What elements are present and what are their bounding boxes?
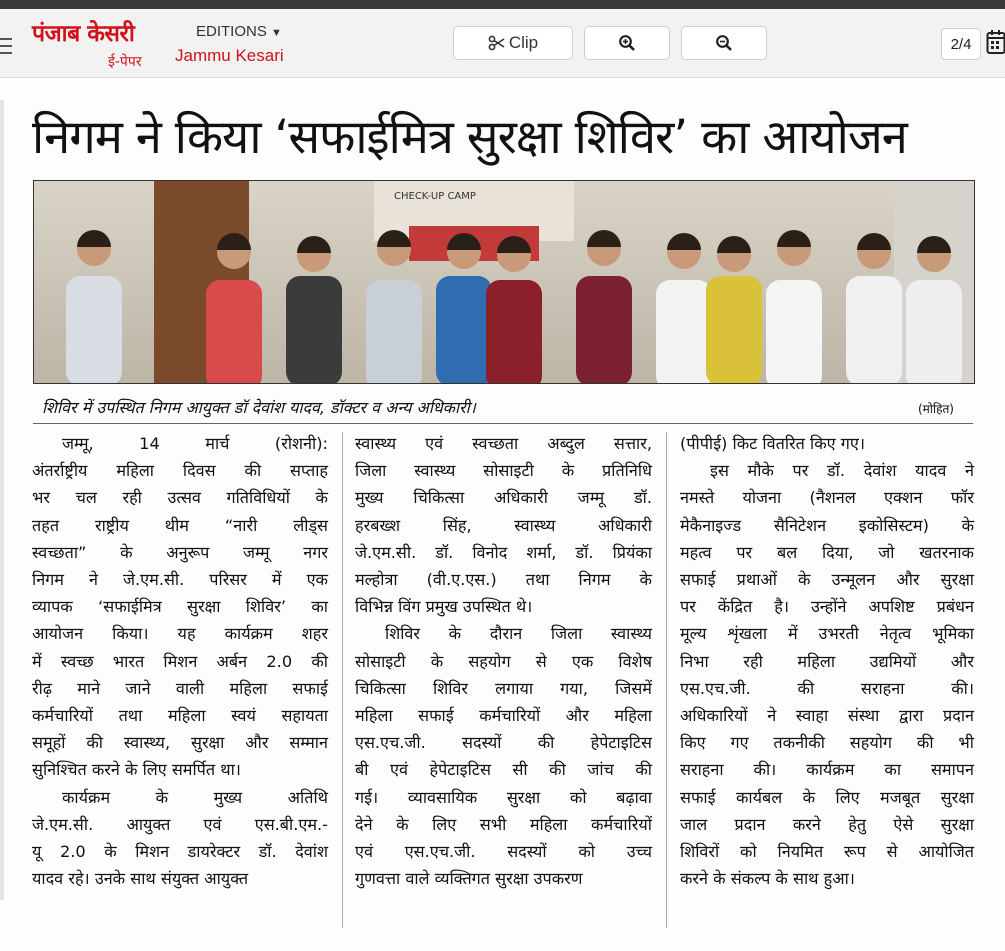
article-line: जे.एम.सी. आयुक्त एवं एस.बी.एम.- <box>32 814 328 834</box>
article-line: जे.एम.सी. डॉ. विनोद शर्मा, डॉ. प्रियंका <box>355 542 652 562</box>
clip-label: Clip <box>508 33 539 52</box>
logo-brand: पंजाब केसरी <box>32 21 135 47</box>
article-line: अंतर्राष्ट्रीय महिला दिवस की सप्ताह <box>32 461 328 481</box>
article-line: स्वास्थ्य एवं स्वच्छता अब्दुल सत्तार, <box>355 434 652 453</box>
zoom-out-button[interactable] <box>681 26 767 60</box>
article-line: भर चल रही उत्सव गतिविधियों के <box>32 488 328 508</box>
person-figure <box>906 280 962 383</box>
article-line: हरबख्श सिंह, स्वास्थ्य अधिकारी <box>355 515 652 535</box>
person-figure <box>286 276 342 383</box>
article-line: एस.एच.जी. की सराहना की। <box>680 678 974 698</box>
article-line: एस.एच.जी. सदस्यों की हेपेटाइटिस <box>355 733 652 753</box>
page-indicator[interactable]: 2/4 <box>941 28 981 60</box>
editions-dropdown[interactable] <box>196 23 282 40</box>
photo-credit: (मोहित) <box>918 402 954 416</box>
browser-top-strip <box>0 0 1005 9</box>
article-line: महत्व पर बल दिया, जो खतरनाक <box>680 542 974 562</box>
person-figure <box>846 276 902 383</box>
article-line: विभिन्न विंग प्रमुख उपस्थित थे। <box>355 597 533 617</box>
column-rule <box>342 432 343 928</box>
person-figure <box>706 276 762 383</box>
article-line: सफाई प्रथाओं के उन्मूलन और सुरक्षा <box>680 570 974 590</box>
menu-icon[interactable] <box>0 33 14 55</box>
zoom-in-button[interactable] <box>584 26 670 60</box>
article-line: सफाई कार्यबल के लिए मजबूत सुरक्षा <box>680 787 974 807</box>
article-line: अधिकारियों ने स्वाहा संस्था द्वारा प्रदान <box>680 706 974 726</box>
person-figure <box>486 280 542 383</box>
article-line: रीढ़ माने जाने वाली महिला सफाई <box>32 678 328 698</box>
article-line: जिला स्वास्थ्य सोसाइटी के प्रतिनिधि <box>355 461 652 481</box>
article-line: आयोजन किया। यह कार्यक्रम शहर <box>32 624 328 644</box>
scissors-icon <box>488 35 506 51</box>
article-line: शिविर के दौरान जिला स्वास्थ्य <box>385 624 652 644</box>
clip-button[interactable] <box>453 26 573 60</box>
article-line: किए गए तकनीकी सहयोग की भी <box>680 733 974 753</box>
column-rule <box>666 432 667 928</box>
article-line: मेकैनाइज्ड सैनिटेशन इकोसिस्टम) के <box>680 515 974 535</box>
article-line: यादव रहे। उनके साथ संयुक्त आयुक्त <box>32 869 249 889</box>
person-figure <box>366 280 422 383</box>
article-line: बी एवं हेपेटाइटिस सी की जांच की <box>355 760 652 780</box>
article-line: (पीपीई) किट वितरित किए गए। <box>680 434 865 453</box>
epaper-toolbar <box>0 9 1005 78</box>
edition-name[interactable]: Jammu Kesari <box>175 46 284 65</box>
article-line: जाल प्रदान करने हेतु ऐसे सुरक्षा <box>680 814 974 834</box>
article-line: देने के लिए सभी महिला कर्मचारियों <box>355 814 652 834</box>
photo-caption: शिविर में उपस्थित निगम आयुक्त डॉ देवांश यादव, डॉक्टर व अन्य अधिकारी। <box>42 398 476 417</box>
person-figure <box>576 276 632 383</box>
banner-text: CHECK-UP CAMP <box>394 191 476 202</box>
article-line: मुख्य चिकित्सा अधिकारी जम्मू डॉ. <box>355 488 652 508</box>
article-line: महिला सफाई कर्मचारियों और महिला <box>355 706 652 726</box>
article-line: इस मौके पर डॉ. देवांश यादव ने <box>710 461 974 481</box>
article-line: मूल्य शृंखला में उभरती नेतृत्व भूमिका <box>680 624 974 644</box>
caret-down-icon: ▼ <box>271 27 282 39</box>
article-line: करने के संकल्प के साथ हुआ। <box>680 869 855 889</box>
zoom-out-icon <box>715 34 733 52</box>
person-figure <box>206 280 262 383</box>
person-figure <box>766 280 822 383</box>
article-line: में स्वच्छ भारत मिशन अर्बन 2.0 की <box>32 651 328 671</box>
logo-sub: ई-पेपर <box>108 54 142 70</box>
article-line: स्वच्छता” के अनुरूप जम्मू नगर <box>32 542 328 562</box>
editions-label: EDITIONS <box>196 23 267 40</box>
article-line: चिकित्सा शिविर लगाया गया, जिसमें <box>355 678 652 698</box>
article-line: यू 2.0 के मिशन डायरेक्टर डॉ. देवांश <box>32 842 328 862</box>
article-line: तहत राष्ट्रीय थीम “नारी लीड्स <box>32 515 328 535</box>
article-line: मल्होत्रा (वी.ए.एस.) तथा निगम के <box>355 570 652 590</box>
article-line: निगम ने जे.एम.सी. परिसर में एक <box>32 570 328 590</box>
caption-rule <box>33 423 973 424</box>
article-line: नमस्ते योजना (नैशनल एक्शन फॉर <box>680 488 974 508</box>
article-line: कार्यक्रम के मुख्य अतिथि <box>62 787 328 807</box>
article-line: गुणवत्ता वाले व्यक्तिगत सुरक्षा उपकरण <box>355 869 583 889</box>
site-logo[interactable] <box>32 21 160 77</box>
person-figure <box>656 280 712 383</box>
article-line: सोसाइटी के सहयोग से एक विशेष <box>355 651 652 671</box>
article-photo <box>33 180 975 384</box>
article-line: सराहना की। कार्यक्रम का समापन <box>680 760 974 780</box>
article-line: शिविरों को नियमित रूप से आयोजित <box>680 842 974 862</box>
article-line: जम्मू, 14 मार्च (रोशनी): <box>62 434 328 453</box>
person-figure <box>66 276 122 383</box>
article-column-1 <box>32 430 328 892</box>
article-line: एवं एस.एच.जी. सदस्यों को उच्च <box>355 842 652 862</box>
article-line: पर केंद्रित है। उन्होंने अपशिष्ट प्रबंधन <box>680 597 974 617</box>
article-line: सुनिश्चित करने के लिए समर्पित था। <box>32 760 241 780</box>
article-line: व्यापक ‘सफाईमित्र सुरक्षा शिविर’ का <box>32 597 328 617</box>
zoom-in-icon <box>618 34 636 52</box>
article-headline: निगम ने किया ‘सफाईमित्र सुरक्षा शिविर’ का आयोजन <box>32 110 907 165</box>
article-column-3 <box>680 430 974 892</box>
person-figure <box>436 276 492 383</box>
article-line: कर्मचारियों तथा महिला स्वयं सहायता <box>32 706 328 726</box>
article-line: गई। व्यावसायिक सुरक्षा को बढ़ावा <box>355 787 652 807</box>
calendar-icon[interactable] <box>986 28 1005 60</box>
article-column-2 <box>355 430 652 892</box>
article-line: समूहों की स्वास्थ्य, सुरक्षा और सम्मान <box>32 733 328 753</box>
page-edge <box>0 100 4 900</box>
article-line: निभा रही महिला उद्यमियों और <box>680 651 974 671</box>
